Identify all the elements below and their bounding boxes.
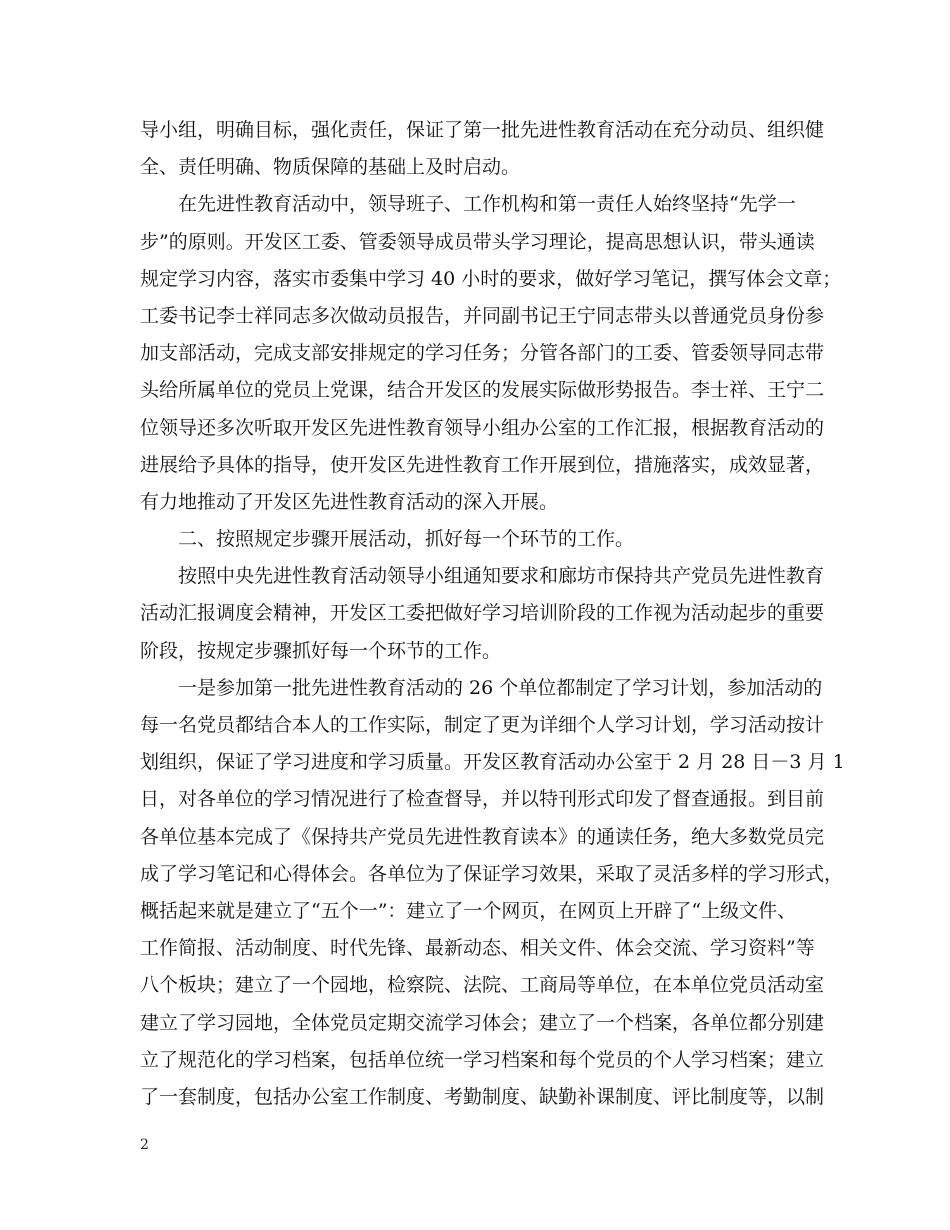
text-line: 工委书记李士祥同志多次做动员报告，并同副书记王宁同志带头以普通党员身份参 [140,304,825,327]
section-heading: 二、按照规定步骤开展活动，抓好每一个环节的工作。 [178,528,635,551]
text-line: 八个板块；建立了一个园地，检察院、法院、工商局等单位，在本单位党员活动室 [140,974,825,997]
text-line: 工作简报、活动制度、时代先锋、最新动态、相关文件、体会交流、学习资料”等 [140,937,815,960]
text-line: 导小组，明确目标，强化责任，保证了第一批先进性教育活动在充分动员、组织健 [140,119,825,141]
text-line: 位领导还多次听取开发区先进性教育领导小组办公室的工作汇报，根据教育活动的 [140,416,825,439]
text-line: 建立了学习园地，全体党员定期交流学习体会；建立了一个档案，各单位都分别建 [140,1011,825,1034]
text-line: 了一套制度，包括办公室工作制度、考勤制度、缺勤补课制度、评比制度等，以制 [140,1085,825,1108]
text-line: 有力地推动了开发区先进性教育活动的深入开展。 [140,490,559,513]
body-text [140,112,845,1116]
text-line: 活动汇报调度会精神，开发区工委把做好学习培训阶段的工作视为活动起步的重要 [140,602,825,625]
text-line: 各单位基本完成了《保持共产党员先进性教育读本》的通读任务，绝大多数党员完 [140,825,825,848]
text-line: 进展给予具体的指导，使开发区先进性教育工作开展到位，措施落实，成效显著， [140,453,825,476]
text-line: 每一名党员都结合本人的工作实际，制定了更为详细个人学习计划，学习活动按计 [140,714,825,736]
text-line: 阶段，按规定步骤抓好每一个环节的工作。 [140,639,502,662]
text-line: 划组织，保证了学习进度和学习质量。开发区教育活动办公室于 2 月 28 日－3 月 1 [140,751,845,774]
text-line: 按照中央先进性教育活动领导小组通知要求和廊坊市保持共产党员先进性教育 [178,565,825,588]
text-line: 概括起来就是建立了“五个一”：建立了一个网页，在网页上开辟了“上级文件、 [140,899,797,922]
text-line: 立了规范化的学习档案，包括单位统一学习档案和每个党员的个人学习档案；建立 [140,1048,825,1071]
text-line: 一是参加第一批先进性教育活动的 26 个单位都制定了学习计划，参加活动的 [178,676,823,699]
text-line: 加支部活动，完成支部安排规定的学习任务；分管各部门的工委、管委领导同志带 [140,342,825,365]
text-line: 规定学习内容，落实市委集中学习 40 小时的要求，做好学习笔记，撰写体会文章； [140,267,842,290]
page-number: 2 [140,1137,149,1153]
text-line: 头给所属单位的党员上党课，结合开发区的发展实际做形势报告。李士祥、王宁二 [140,379,825,402]
text-line: 成了学习笔记和心得体会。各单位为了保证学习效果，采取了灵活多样的学习形式， [140,862,844,885]
text-line: 日，对各单位的学习情况进行了检查督导，并以特刊形式印发了督查通报。到目前 [140,788,825,811]
text-line: 步”的原则。开发区工委、管委领导成员带头学习理论，提高思想认识，带头通读 [140,230,815,253]
text-line: 在先进性教育活动中，领导班子、工作机构和第一责任人始终坚持“先学一 [178,193,796,216]
text-line: 全、责任明确、物质保障的基础上及时启动。 [140,156,521,179]
